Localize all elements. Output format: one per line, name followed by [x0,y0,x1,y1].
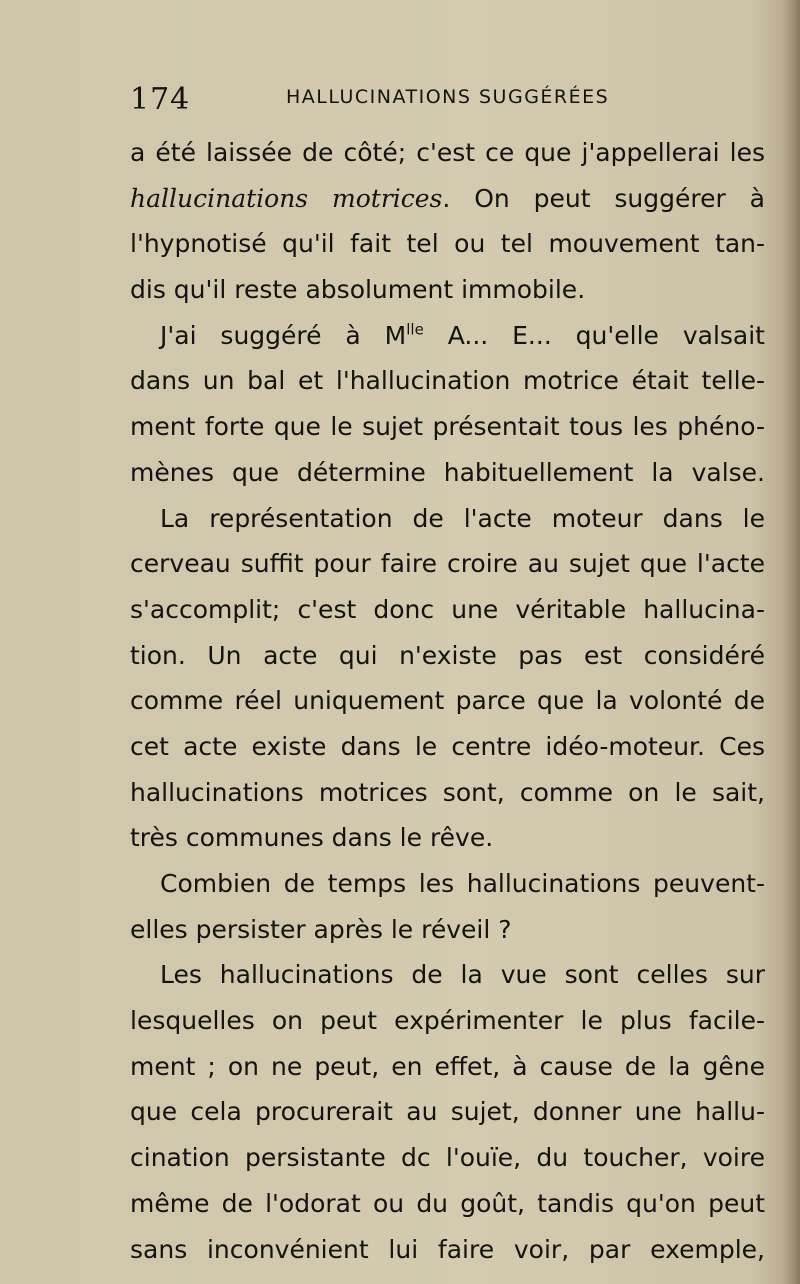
text-line: ment ; on ne peut, en effet, à cause de la gêne [130,1051,765,1081]
text-line: lesquelles on peut expérimenter le plus facile- [130,1006,765,1036]
text-line: sans inconvénient lui faire voir, par exemple, [130,1234,765,1264]
text-line: dans un bal et l'hallucination motrice était telle- [130,366,765,396]
text-line: tion. Un acte qui n'existe pas est considéré [130,640,765,670]
italic-term: hallucinations motrices [130,183,443,213]
text-line: ment forte que le sujet présentait tous les phéno- [130,412,765,442]
text-line: cet acte existe dans le centre idéo-moteur. Ces [130,731,765,761]
text-line: cerveau suffit pour faire croire au sujet que l'acte [130,549,765,579]
text-line: mènes que détermine habituellement la valse. [130,457,765,487]
text-line: cination persistante dc l'ouïe, du toucher, voire [130,1143,765,1173]
running-head: HALLUCINATIONS SUGGÉRÉES [286,86,610,108]
text-line: Les hallucinations de la vue sont celles sur [160,960,765,990]
text-line: J'ai suggéré à $M^{lle}$ A... E... qu'elle valsait [160,320,765,350]
text-line: Combien de temps les hallucinations peuvent- [160,869,765,898]
superscript: lle [406,320,424,339]
text-line: La représentation de l'acte moteur dans le [160,503,765,533]
text-line: hallucinations motrices. On peut suggérer à [130,183,765,213]
text-line: hallucinations motrices sont, comme on le sait, [130,777,765,807]
text-line: comme réel uniquement parce que la volonté de [130,686,765,716]
text-line: dis qu'il reste absolument immobile. [130,275,586,305]
text-line: a été laissée de côté; c'est ce que j'appellerai les [130,138,765,167]
text-line: très communes dans le rêve. [130,823,494,853]
text-line: elles persister après le réveil ? [130,914,512,944]
page-edge-shadow [782,0,800,1284]
body-text [130,130,765,1272]
page-header [118,82,768,118]
text-line: même de l'odorat ou du goût, tandis qu'on peut [130,1188,765,1218]
text-line: s'accomplit; c'est donc une véritable hallucina- [130,594,765,624]
page-number: 174 [130,82,191,117]
text-line: que cela procurerait au sujet, donner une hallu- [130,1097,765,1127]
text-line: l'hypnotisé qu'il fait tel ou tel mouvement tan- [130,229,765,259]
